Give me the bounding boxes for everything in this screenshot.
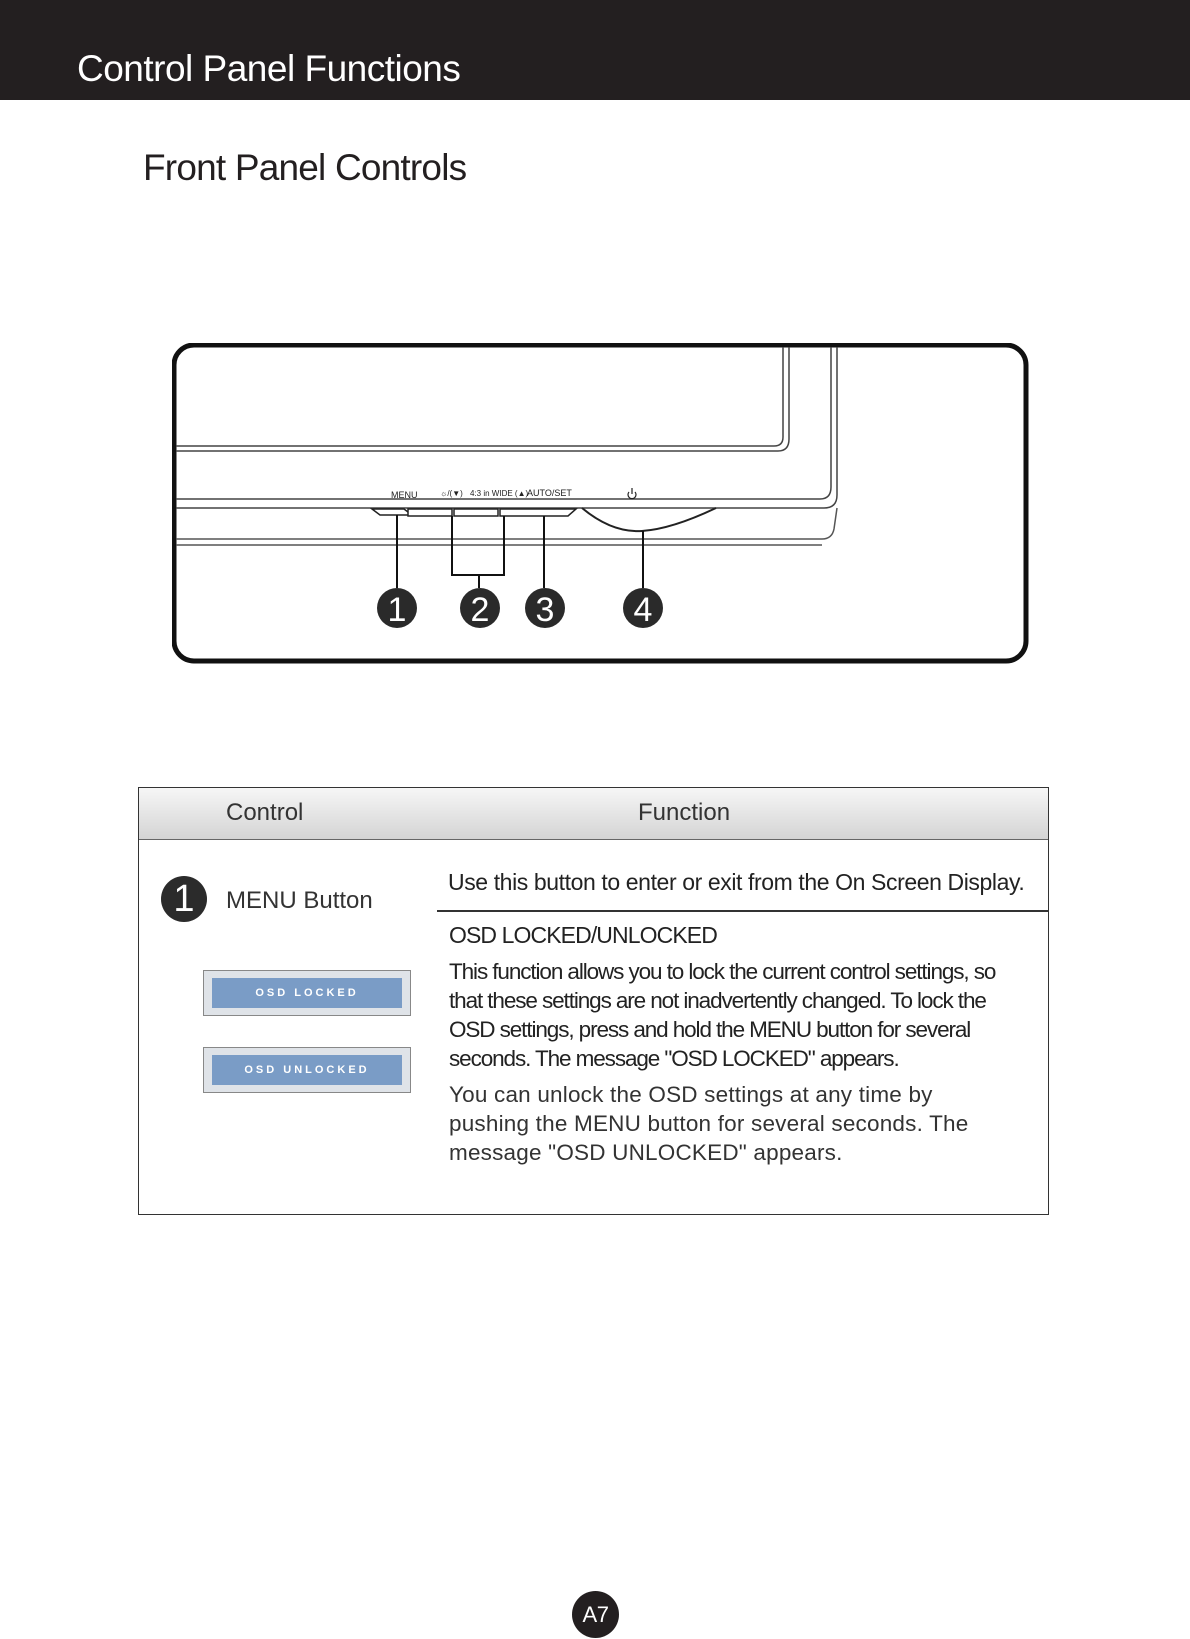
diagram-label-wide: 4:3 in WIDE (▲) <box>470 489 529 498</box>
front-panel-diagram <box>172 343 1032 669</box>
page-header-title: Control Panel Functions <box>77 48 461 89</box>
function-divider <box>437 910 1048 912</box>
menu-button-shape <box>372 509 412 515</box>
osd-unlocked-message <box>203 1047 411 1093</box>
diagram-frame <box>174 345 1026 661</box>
table-header <box>139 788 1048 840</box>
callout-3-label: 3 <box>535 591 555 629</box>
callout-1-label: 1 <box>387 591 407 629</box>
callout-4-label: 4 <box>633 591 653 629</box>
autoset-button-shape <box>500 509 576 516</box>
diagram-label-brightness: ☼/(▼) <box>440 489 463 498</box>
function-description: Use this button to enter or exit from the On Screen Display. <box>448 869 1025 895</box>
down-button-shape <box>408 509 452 516</box>
up-button-shape <box>454 509 498 516</box>
callout-2-label: 2 <box>470 591 490 629</box>
section-title: Front Panel Controls <box>143 147 467 188</box>
function-subtitle: OSD LOCKED/UNLOCKED <box>449 922 717 948</box>
row-number-badge: 1 <box>161 876 207 922</box>
column-header-function: Function <box>638 799 731 826</box>
diagram-label-menu: MENU <box>391 490 418 500</box>
osd-locked-message <box>203 970 411 1016</box>
column-header-control: Control <box>226 799 304 826</box>
osd-locked-label: OSD LOCKED <box>212 978 402 1008</box>
page-number-badge: A7 <box>572 1591 619 1638</box>
control-name: MENU Button <box>226 887 373 914</box>
osd-unlocked-label: OSD UNLOCKED <box>212 1055 402 1085</box>
function-unlock-paragraph: You can unlock the OSD settings at any time by pushing the MENU button for several seconds. The message "OSD UNLOCKED" appears. <box>449 1082 969 1165</box>
function-lock-paragraph: This function allows you to lock the current control settings, so that these settings are not inadvertently changed. To lock the OSD settings, press and hold the MENU button for several seconds. The message "OSD LOCKED" appears. <box>449 959 996 1071</box>
diagram-label-autoset: AUTO/SET <box>527 488 572 498</box>
control-function-table <box>138 787 1049 1215</box>
